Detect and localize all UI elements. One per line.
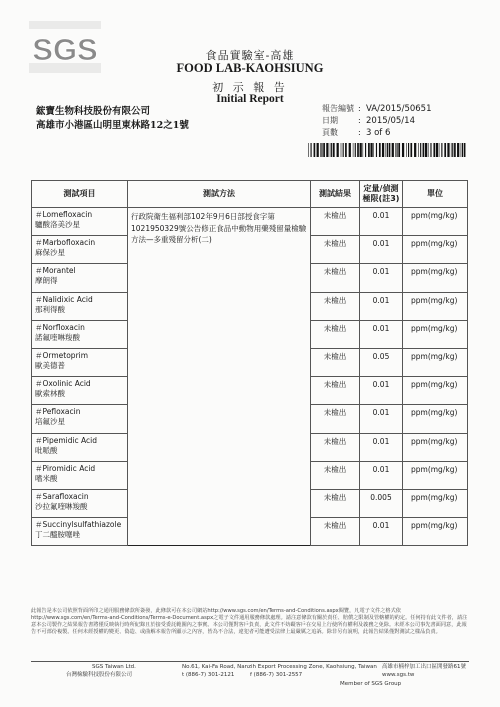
barcode-bar xyxy=(311,143,312,157)
report-number-label: 報告編號 xyxy=(322,104,354,113)
barcode-bar xyxy=(444,143,446,157)
result-cell: 未檢出 xyxy=(311,433,360,461)
item-name-en: ＃Morantel xyxy=(35,266,76,276)
limit-cell: 0.01 xyxy=(360,518,403,546)
item-name-en: ＃Succinylsulfathiazole xyxy=(35,520,122,530)
result-cell: 未檢出 xyxy=(311,518,360,546)
header-unit: 單位 xyxy=(403,181,468,208)
result-cell: 未檢出 xyxy=(311,405,360,433)
member-of-group: Member of SGS Group xyxy=(340,681,402,687)
barcode-bar xyxy=(392,143,394,157)
company-name-en: SGS Taiwan Ltd. xyxy=(92,664,136,670)
unit-cell: ppm(mg/kg) xyxy=(403,489,468,517)
table-header-row xyxy=(32,181,468,208)
disclaimer-text: 此報告是本公司依照背面所印之通用服務條款所簽發，此條款可在本公司網站http://www.sgs.com/en/Terms-and-Conditions.aspx閱覽，凡電子文件之格式依http://www.sgs.com/en/Terms-and-Conditions/Terms-e-Document.aspx之電子文件通用服務條款處理。請注意條款有關於責任、賠償之限制及管轄權的約定。任何持有此文件者，請注意本公司製作之結果報告書將僅反映執行時所紀錄且於接受委託範圍內之事實。本公司僅對客戶負責，此文件不妨礙客戶在交易上行使所有權利及義務之免除。未經本公司事先書面同意，此報告不可部份複製。任何未經授權的變更、偽造、或曲解本報告所顯示之內容，皆為不合法，違犯者可能遭受法律上最嚴厲之追訴。除非另有說明，此報告結果僅對測試之樣品負責。 xyxy=(31,608,468,635)
barcode-bar xyxy=(386,143,387,157)
unit-cell: ppm(mg/kg) xyxy=(403,292,468,320)
limit-cell: 0.01 xyxy=(360,461,403,489)
result-cell: 未檢出 xyxy=(311,292,360,320)
barcode-bar xyxy=(314,143,316,157)
limit-cell: 0.005 xyxy=(360,489,403,517)
item-name-cn: 沙拉氟喹啉羧酸 xyxy=(35,501,88,511)
barcode-bar xyxy=(345,143,347,157)
item-cell xyxy=(32,433,128,461)
barcode-bar xyxy=(402,143,404,157)
item-cell xyxy=(32,320,128,348)
barcode-bar xyxy=(439,143,440,157)
unit-cell: ppm(mg/kg) xyxy=(403,264,468,292)
barcode-bar xyxy=(343,143,344,157)
separator: : xyxy=(358,128,361,137)
report-info xyxy=(322,103,432,139)
limit-cell: 0.01 xyxy=(360,377,403,405)
item-name-en: ＃Pefloxacin xyxy=(35,407,81,417)
item-cell xyxy=(32,518,128,546)
header-item: 測試項目 xyxy=(32,181,128,208)
fax: f (886-7) 301-2557 xyxy=(250,672,303,678)
barcode-bar xyxy=(423,143,425,157)
barcode-bar xyxy=(330,143,331,157)
report-page-label: 頁數 xyxy=(322,128,338,137)
barcode-bar xyxy=(464,143,466,157)
method-text: 行政院衛生福利部102年9月6日部授食字第1021950329號公告修正食品中動物用藥殘留量檢驗方法—多重殘留分析(二) xyxy=(131,212,307,244)
item-cell xyxy=(32,377,128,405)
barcode-bar xyxy=(406,143,407,157)
address-en: No.61, Kai-Fa Road, Nanzih Export Processing Zone, Kaohsiung, Taiwan xyxy=(182,664,377,670)
item-name-cn: 嗜米酸 xyxy=(35,473,58,483)
barcode-bar xyxy=(357,143,359,157)
barcode-bar xyxy=(441,143,442,157)
barcode-bar xyxy=(365,143,366,157)
barcode-bar xyxy=(317,143,319,157)
result-cell: 未檢出 xyxy=(311,320,360,348)
client-address: 高雄市小港區山明里東林路12之1號 xyxy=(36,120,189,131)
item-name-en: ＃Ormetoprim xyxy=(35,350,89,360)
item-name-en: ＃Norfloxacin xyxy=(35,322,85,332)
unit-cell: ppm(mg/kg) xyxy=(403,461,468,489)
barcode-bar xyxy=(398,143,400,157)
barcode-bar xyxy=(370,143,372,157)
result-cell: 未檢出 xyxy=(311,348,360,376)
item-name-en: ＃Sarafloxacin xyxy=(35,491,89,501)
limit-cell: 0.01 xyxy=(360,433,403,461)
barcode-bar xyxy=(414,143,416,157)
item-cell xyxy=(32,489,128,517)
lab-name-en: FOOD LAB-KAOHSIUNG xyxy=(176,61,324,75)
header-limit-line2: 極限(註3) xyxy=(362,194,400,203)
barcode-bar xyxy=(395,143,396,157)
barcode-bar xyxy=(333,143,335,157)
header-limit xyxy=(360,181,403,208)
limit-cell: 0.05 xyxy=(360,348,403,376)
item-cell xyxy=(32,405,128,433)
barcode-bar xyxy=(363,143,364,157)
report-number-row xyxy=(322,103,432,115)
barcode-bar xyxy=(425,143,427,157)
barcode-bar xyxy=(430,143,431,157)
barcode-bar xyxy=(368,143,370,157)
report-date: 2015/05/14 xyxy=(366,116,415,126)
item-cell xyxy=(32,461,128,489)
barcode-bar xyxy=(451,143,452,157)
item-name-cn: 驢酸洛美沙星 xyxy=(35,220,80,229)
unit-cell: ppm(mg/kg) xyxy=(403,405,468,433)
report-type-cn: 初 示 報 告 xyxy=(212,81,288,94)
barcode-bar xyxy=(323,143,325,157)
barcode-bar xyxy=(433,143,435,157)
barcode-bar xyxy=(373,143,374,157)
result-cell: 未檢出 xyxy=(311,489,360,517)
limit-cell: 0.01 xyxy=(360,292,403,320)
limit-cell: 0.01 xyxy=(360,264,403,292)
logo-text: SGS xyxy=(32,32,98,67)
item-cell xyxy=(32,292,128,320)
item-name-cn: 摩朗得 xyxy=(35,276,58,286)
report-page-row xyxy=(322,127,432,139)
item-name-cn: 吡哌酸 xyxy=(35,445,58,455)
item-name-cn: 那利得酸 xyxy=(35,304,65,314)
barcode-bar xyxy=(382,143,384,157)
footer-divider xyxy=(31,661,469,662)
table-body xyxy=(32,208,468,546)
item-name-cn: 諾氟喹啉羧酸 xyxy=(35,332,80,342)
item-cell xyxy=(32,208,128,236)
barcode-bar xyxy=(320,143,321,157)
item-name-cn: 歐美德普 xyxy=(35,360,65,370)
limit-cell: 0.01 xyxy=(360,320,403,348)
method-cell xyxy=(128,208,311,546)
item-cell xyxy=(32,348,128,376)
barcode-bar xyxy=(420,143,421,157)
result-cell: 未檢出 xyxy=(311,461,360,489)
unit-cell: ppm(mg/kg) xyxy=(403,320,468,348)
company-name-cn: 台灣檢驗科技股份有限公司 xyxy=(66,672,133,678)
barcode-bar xyxy=(387,143,388,157)
header-result: 測試結果 xyxy=(311,181,360,208)
item-name-en: ＃Nalidixic Acid xyxy=(35,294,93,304)
item-name-cn: 麻保沙星 xyxy=(35,248,65,258)
separator: : xyxy=(358,116,361,125)
barcode-bar xyxy=(353,143,354,157)
item-cell xyxy=(32,264,128,292)
item-name-en: ＃Oxolinic Acid xyxy=(35,379,91,389)
item-name-en: ＃Pipemidic Acid xyxy=(35,435,98,445)
unit-cell: ppm(mg/kg) xyxy=(403,236,468,264)
barcode-bar xyxy=(389,143,391,157)
barcode-bar xyxy=(349,143,351,157)
result-cell: 未檢出 xyxy=(311,208,360,236)
item-cell xyxy=(32,236,128,264)
barcode-bar xyxy=(337,143,339,157)
report-date-label: 日期 xyxy=(322,116,338,125)
report-page: 3 of 6 xyxy=(366,128,391,138)
barcode-bar xyxy=(379,143,381,157)
website: www.sgs.tw xyxy=(382,672,415,678)
unit-cell: ppm(mg/kg) xyxy=(403,377,468,405)
unit-cell: ppm(mg/kg) xyxy=(403,518,468,546)
barcode-bar xyxy=(410,143,412,157)
barcode-bar xyxy=(418,143,419,157)
barcode-bar xyxy=(376,143,377,157)
unit-cell: ppm(mg/kg) xyxy=(403,208,468,236)
barcode-bar xyxy=(360,143,362,157)
limit-cell: 0.01 xyxy=(360,405,403,433)
report-number: VA/2015/50651 xyxy=(366,104,432,114)
item-name-cn: 培氟沙星 xyxy=(35,417,65,427)
barcode xyxy=(308,143,468,157)
report-date-row xyxy=(322,115,432,127)
client-name: 鋐寶生物科技股份有限公司 xyxy=(36,106,151,117)
barcode-bar xyxy=(408,143,409,157)
barcode-bar xyxy=(454,143,456,157)
item-name-en: ＃Lomefloxacin xyxy=(35,210,93,219)
result-cell: 未檢出 xyxy=(311,264,360,292)
result-cell: 未檢出 xyxy=(311,236,360,264)
barcode-bar xyxy=(428,143,429,157)
barcode-bar xyxy=(461,143,462,157)
address-cn: 高雄市楠梓加工出口區開發路61號 xyxy=(382,664,466,670)
barcode-bar xyxy=(326,143,328,157)
barcode-bar xyxy=(397,143,398,157)
limit-cell: 0.01 xyxy=(360,236,403,264)
item-name-cn: 丁二醯胺噻唑 xyxy=(35,530,80,540)
item-name-en: ＃Marbofloxacin xyxy=(35,238,96,248)
unit-cell: ppm(mg/kg) xyxy=(403,433,468,461)
barcode-bar xyxy=(447,143,449,157)
unit-cell: ppm(mg/kg) xyxy=(403,348,468,376)
limit-cell: 0.01 xyxy=(360,208,403,236)
barcode-bar xyxy=(321,143,322,157)
separator: : xyxy=(358,104,361,113)
barcode-bar xyxy=(331,143,332,157)
barcode-bar xyxy=(462,143,463,157)
header-method: 測試方法 xyxy=(128,181,311,208)
barcode-bar xyxy=(457,143,459,157)
item-name-en: ＃Piromidic Acid xyxy=(35,463,96,473)
barcode-graphic xyxy=(308,143,468,157)
header-limit-line1: 定量/偵測 xyxy=(363,184,399,193)
report-type-en: Initial Report xyxy=(216,93,284,105)
item-name-cn: 歐索林酸 xyxy=(35,389,65,399)
results-table xyxy=(31,180,468,546)
phone: t (886-7) 301-2121 xyxy=(182,672,235,678)
barcode-bar xyxy=(308,143,309,157)
barcode-bar xyxy=(341,143,342,157)
result-cell: 未檢出 xyxy=(311,377,360,405)
table-row xyxy=(32,208,468,236)
barcode-bar xyxy=(436,143,438,157)
lab-name-cn: 食品實驗室-高雄 xyxy=(205,49,295,62)
barcode-bar xyxy=(452,143,453,157)
barcode-bar xyxy=(355,143,356,157)
